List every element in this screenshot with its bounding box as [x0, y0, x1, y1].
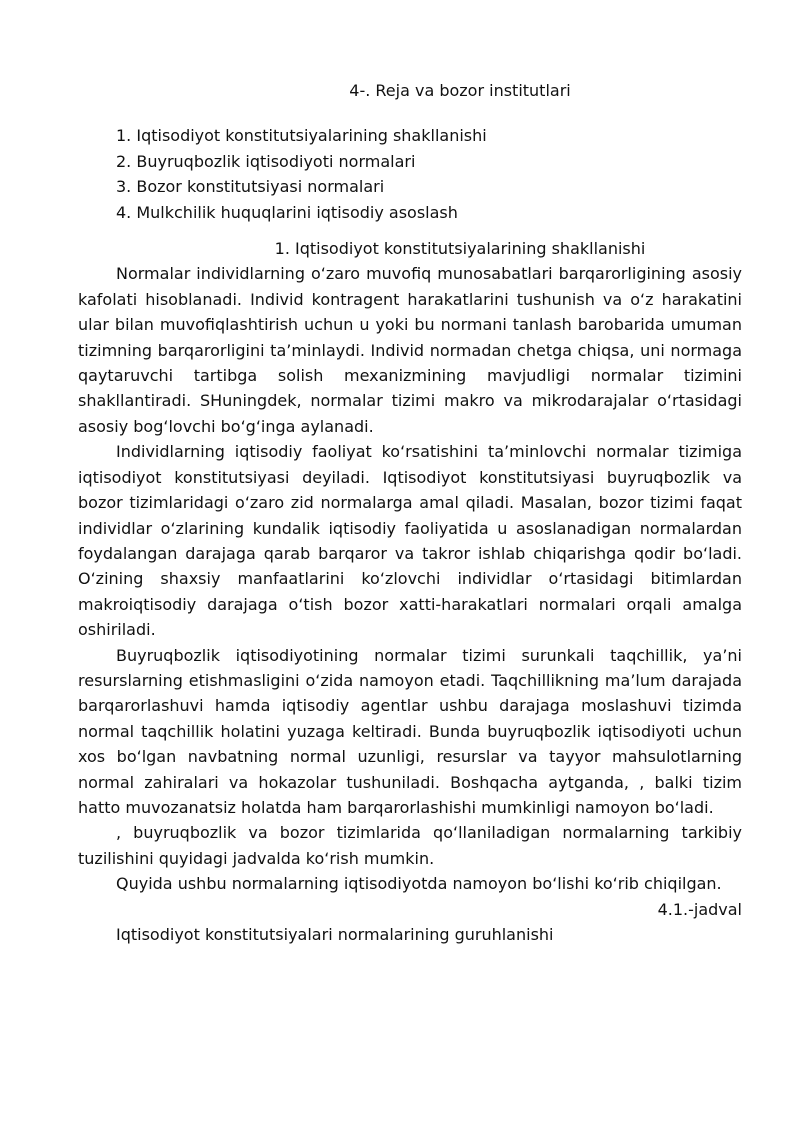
paragraph: Individlarning iqtisodiy faoliyat ko‘rsatishini ta’minlovchi normalar tizimiga iqtisodiyot konstitutsiyasi deyiladi. Iqtisodiyot konstitutsiyasi buyruqbozlik va bozor tizimlaridagi o‘zaro zid normalarga amal qiladi. Masalan, bozor tizimi faqat individlar o‘zlarining kundalik iqtisodiy faoliyatida u asoslanadigan normalardan foydalangan darajaga qarab barqaror va takror ishlab chiqarishga qodir bo‘ladi. O‘zining shaxsiy manfaatlarini ko‘zlovchi individlar o‘rtasidagi bitimlardan makroiqtisodiy darajaga o‘tish bozor xatti-harakatlari normalari orqali amalga oshiriladi. — [78, 442, 742, 640]
paragraph: , buyruqbozlik va bozor tizimlarida qo‘llaniladigan normalarning tarkibiy tuzilishini quyidagi jadvalda ko‘rish mumkin. — [78, 823, 742, 868]
paragraph: Buyruqbozlik iqtisodiyotining normalar tizimi surunkali taqchillik, ya’ni resurslarning etishmasligini o‘zida namoyon etadi. Taqchillikning ma’lum darajada barqarorlashuvi hamda iqtisodiy agentlar ushbu darajaga moslashuvi tizimda normal taqchillik holatini yuzaga keltiradi. Bunda buyruqbozlik iqtisodiyoti uchun xos bo‘lgan navbatning normal uzunligi, resurslar va tayyor mahsulotlarning normal zahiralari va hokazolar tushuniladi. Boshqacha aytganda, , balki tizim hatto muvozanatsiz holatda ham barqarorlashishi mumkinligi namoyon bo‘ladi. — [78, 645, 742, 817]
paragraph: Quyida ushbu normalarning iqtisodiyotda namoyon bo‘lishi ko‘rib chiqilgan. — [116, 874, 722, 894]
document-page — [78, 78, 742, 947]
toc-item: 4. Mulkchilik huquqlarini iqtisodiy asoslash — [116, 202, 458, 222]
toc-item: 3. Bozor konstitutsiyasi normalari — [116, 177, 385, 197]
document-title: 4-. Reja va bozor institutlari — [349, 81, 571, 100]
paragraph: Normalar individlarning o‘zaro muvofiq munosabatlari barqarorligining asosiy kafolati hisoblanadi. Individ kontragent harakatlarini tushunish va o‘z harakatini ular bilan muvofiqlashtirish uchun u yoki bu normani tanlash barobarida umuman tizimning barqarorligini ta’minlaydi. Individ normadan chetga chiqsa, uni normaga qaytaruvchi tartibga solish mexanizmining mavjudligi normalar tizimini shakllantiradi. SHuningdek, normalar tizimi makro va mikrodarajalar o‘rtasidagi asosiy bog‘lovchi bo‘g‘inga aylanadi. — [78, 264, 742, 436]
section-heading: 1. Iqtisodiyot konstitutsiyalarining shakllanishi — [274, 239, 646, 259]
table-of-contents — [78, 123, 742, 225]
table-number-label: 4.1.-jadval — [657, 899, 742, 919]
toc-item: 2. Buyruqbozlik iqtisodiyoti normalari — [116, 151, 416, 171]
toc-item: 1. Iqtisodiyot konstitutsiyalarining shakllanishi — [116, 126, 487, 146]
table-title: Iqtisodiyot konstitutsiyalari normalarining guruhlanishi — [116, 925, 554, 944]
